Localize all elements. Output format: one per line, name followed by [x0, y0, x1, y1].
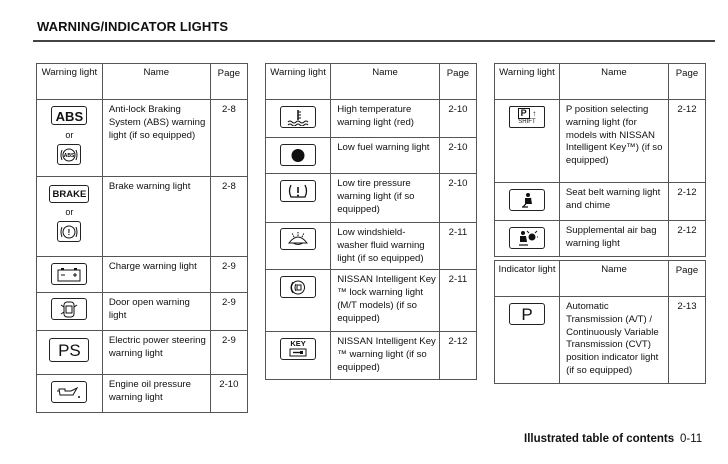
p-position-icon: P — [509, 303, 545, 325]
header-name: Name — [559, 64, 668, 100]
row-page: 2-12 — [668, 100, 705, 183]
footer-section-title: Illustrated table of contents — [524, 433, 675, 445]
row-name: NISSAN Intelligent Key ™ lock warning light (M/T models) (if so equipped) — [331, 270, 440, 332]
row-page: 2-12 — [668, 183, 705, 221]
row-name: Low windshield-washer fluid warning light (if so equipped) — [331, 223, 440, 270]
table-row — [266, 100, 477, 138]
header-name: Name — [331, 64, 440, 100]
battery-icon — [51, 263, 87, 285]
key-icon-label: KEY — [290, 339, 306, 349]
svg-text:!: ! — [68, 228, 71, 237]
table-row — [266, 138, 477, 174]
row-name: Brake warning light — [102, 177, 210, 257]
table-row — [37, 100, 248, 177]
table-row — [37, 257, 248, 293]
header-warning-light: Warning light — [266, 64, 331, 100]
table-row — [266, 223, 477, 270]
airbag-icon — [509, 227, 545, 249]
shift-arrow-icon: ↑ — [532, 109, 537, 118]
temperature-icon — [280, 106, 316, 128]
table-row — [37, 331, 248, 375]
row-page: 2-9 — [210, 293, 247, 331]
abs-circle-icon — [57, 144, 81, 165]
seat-belt-icon — [509, 189, 545, 211]
washer-fluid-icon — [280, 228, 316, 250]
row-page: 2-10 — [439, 174, 476, 223]
table-header-row — [37, 64, 248, 100]
brake-text-icon: BRAKE — [49, 185, 89, 203]
svg-text:ABS: ABS — [64, 152, 75, 159]
key-warning-icon — [280, 338, 316, 360]
intelligent-key-lock-icon — [280, 276, 316, 298]
row-name: Automatic Transmission (A/T) / Continuously Variable Transmission (CVT) position indicator light (if so equipped) — [560, 297, 669, 384]
row-name: P position selecting warning light (for models with NISSAN Intelligent Key™) (if so equipped) — [559, 100, 668, 183]
warning-lights-table-2 — [265, 63, 477, 380]
row-page: 2-8 — [210, 177, 247, 257]
header-page: Page — [668, 64, 705, 100]
row-name: NISSAN Intelligent Key ™ warning light (if so equipped) — [331, 332, 440, 380]
warning-lights-table-1 — [36, 63, 248, 413]
header-warning-light: Warning light — [495, 64, 560, 100]
row-page: 2-12 — [439, 332, 476, 380]
row-name: Charge warning light — [102, 257, 210, 293]
row-page: 2-10 — [210, 375, 247, 413]
table-row — [37, 375, 248, 413]
header-page: Page — [210, 64, 247, 100]
table-row — [266, 174, 477, 223]
header-name: Name — [102, 64, 210, 100]
p-shift-letter: P — [518, 108, 530, 119]
footer-page-number: 0-11 — [680, 433, 703, 445]
or-label: or — [65, 129, 74, 140]
row-name: High temperature warning light (red) — [331, 100, 440, 138]
table-row — [37, 177, 248, 257]
row-page: 2-13 — [668, 297, 705, 384]
row-name: Anti-lock Braking System (ABS) warning light (if so equipped) — [102, 100, 210, 177]
brake-circle-icon — [57, 221, 81, 242]
page-title: WARNING/INDICATOR LIGHTS — [37, 19, 229, 34]
oil-can-icon — [51, 381, 87, 403]
row-page: 2-11 — [439, 223, 476, 270]
table-header-row — [495, 261, 706, 297]
power-steering-icon: PS — [49, 338, 89, 362]
table-row — [495, 221, 706, 257]
table-row — [495, 297, 706, 384]
row-name: Door open warning light — [102, 293, 210, 331]
row-name: Supplemental air bag warning light — [559, 221, 668, 257]
header-warning-light: Warning light — [37, 64, 103, 100]
table-row — [37, 293, 248, 331]
door-open-icon — [51, 298, 87, 320]
abs-text-icon: ABS — [51, 106, 87, 125]
row-page: 2-10 — [439, 100, 476, 138]
row-page: 2-11 — [439, 270, 476, 332]
table-header-row — [495, 64, 706, 100]
tire-pressure-icon — [280, 180, 316, 202]
header-page: Page — [668, 261, 705, 297]
low-fuel-dot-icon — [280, 144, 316, 166]
row-page: 2-9 — [210, 257, 247, 293]
title-divider — [33, 40, 715, 42]
row-page: 2-12 — [668, 221, 705, 257]
p-shift-icon — [509, 106, 545, 128]
row-name: Electric power steering warning light — [102, 331, 210, 375]
row-name: Engine oil pressure warning light — [102, 375, 210, 413]
table-row — [495, 100, 706, 183]
row-page: 2-9 — [210, 331, 247, 375]
header-page: Page — [439, 64, 476, 100]
warning-lights-table-3 — [494, 63, 706, 257]
header-name: Name — [560, 261, 669, 297]
table-row — [266, 270, 477, 332]
table-row — [266, 332, 477, 380]
row-name: Low fuel warning light — [331, 138, 440, 174]
indicator-lights-table — [494, 260, 706, 384]
or-label: or — [65, 207, 74, 217]
header-indicator-light: Indicator light — [495, 261, 560, 297]
p-shift-subtext: SHIFT — [518, 119, 536, 125]
row-page: 2-10 — [439, 138, 476, 174]
table-row — [495, 183, 706, 221]
row-name: Low tire pressure warning light (if so equipped) — [331, 174, 440, 223]
table-header-row — [266, 64, 477, 100]
row-name: Seat belt warning light and chime — [559, 183, 668, 221]
row-page: 2-8 — [210, 100, 247, 177]
